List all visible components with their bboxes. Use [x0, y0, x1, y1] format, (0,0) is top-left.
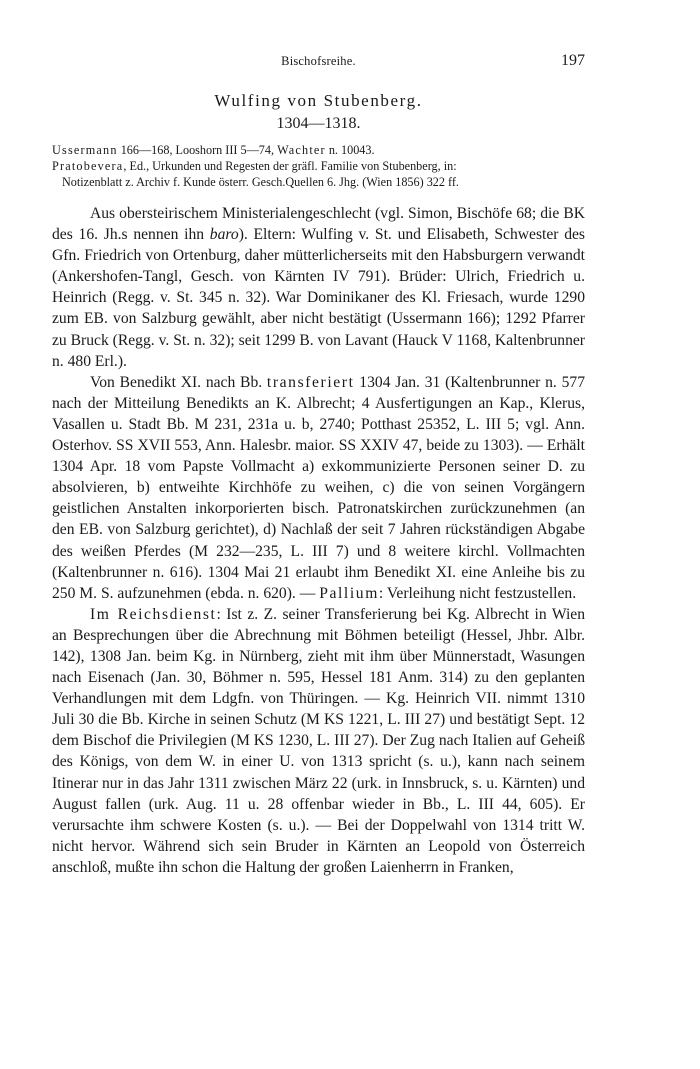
spaced-term: Pallium — [319, 584, 379, 602]
text-run: Von Benedikt XI. nach Bb. — [90, 373, 267, 391]
text-run: ). Eltern: Wulfing v. St. und Elisabeth, Schwester des Gfn. Friedrich von Ortenburg, daher mütterlicherseits mit den Habsburgern verwandt (Ankershofen-Tangl, Gesch. von Kärnten IV 791). Brüder: Ulrich, Friedrich u. Heinrich (Regg. v. St. 345 n. 32). War Dominikaner des Kl. Friesach, wurde 1290 zum EB. von Salzburg gewählt, aber nicht bestätigt (Ussermann 166); 1292 Pfarrer zu Bruck (Regg. v. St. n. 32); seit 1299 B. von Lavant (Hauck V 1168, Kaltenbrunner n. 480 Erl.). — [52, 226, 585, 370]
running-head — [52, 52, 585, 76]
entry-title: Wulfing von Stubenberg. — [214, 91, 423, 110]
document-page — [52, 52, 585, 878]
source-line — [52, 142, 585, 158]
body-text — [52, 203, 585, 878]
text-run: : Verleihung nicht festzustellen. — [378, 584, 577, 602]
text-run: 1304 Jan. 31 (Kaltenbrunner n. 577 nach der Mitteilung Benedikts an K. Albrecht; 4 Ausfertigungen an Kap., Klerus, Vasallen u. Stadt Bb. M 231, 231a u. b, 2740; Potthast 25352, L. III 5; vgl. Ann. Osterhov. SS XVII 553, Ann. Halesbr. maior. SS XXIV 47, beide zu 1303). — Erhält 1304 Apr. 18 vom Papste Vollmacht a) exkommunizierte Personen seiner D. zu absolvieren, b) entweihte Kirchhöfe zu weihen, c) die von seinen Vorgängern geistlichen Anstalten inkorporierten bisch. Patronatskirchen zurückzunehmen (an den EB. von Salzburg gerichtet), d) Nachlaß der seit 7 Jahren rückständigen Abgabe des weißen Pferdes (M 232—235, L. III 7) und 8 weitere kirchl. Vollmachten (Kaltenbrunner n. 616). 1304 Mai 21 erlaubt ihm Benedikt XI. eine Anleihe bis zu 250 M. S. aufzunehmen (ebda. n. 620). — — [52, 373, 585, 602]
source-author: Wachter — [277, 143, 326, 157]
running-title: Bischofsreihe. — [281, 54, 356, 68]
source-author: Pratobevera — [52, 159, 124, 173]
spaced-term: transferiert — [266, 373, 355, 391]
source-text: 166—168, Looshorn III 5—74, — [117, 143, 278, 157]
paragraph-transfer — [52, 372, 585, 604]
source-line — [52, 174, 585, 190]
text-run: Aus obersteirischem Ministerialengeschlecht (vgl. Simon, Bischöfe 68; die BK des 16. Jh.s nennen ihn — [52, 205, 585, 244]
page-number: 197 — [561, 52, 585, 69]
source-author: Ussermann — [52, 143, 118, 157]
paragraph-origins — [52, 203, 585, 372]
text-run: : Ist z. Z. seiner Transferierung bei Kg. Albrecht in Wien an Besprechungen über die Abrechnung mit Böhmen beteiligt (Hessel, Jhbr. Albr. 142), 1308 Jan. beim Kg. in Nürnberg, zieht mit ihm über Münnerstadt, Wasungen nach Eisenach (Jan. 30, Böhmer n. 595, Hessel 181 Anm. 314) zu den geplanten Verhandlungen mit dem Ldgfn. von Thüringen. — Kg. Heinrich VII. nimmt 1310 Juli 30 die Bb. Kirche in seinen Schutz (M KS 1221, L. III 27) und bestätigt Sept. 12 dem Bischof die Privilegien (M KS 1230, L. III 27). Der Zug nach Italien auf Geheiß des Königs, von dem W. in einer U. von 1313 spricht (s. u.), kann nach seinem Itinerar nur in das Jahr 1311 zwischen März 22 (urk. in Innsbruck, s. u. Kärnten) und August fallen (urk. Aug. 11 u. 28 offenbar wieder in Bb., L. III 44, 605). Er verursachte ihm schwere Kosten (s. u.). — Bei der Doppelwahl von 1314 tritt W. nicht hervor. Während sich sein Bruder in Kärnten an Leopold von Österreich anschloß, mußte ihn schon die Haltung der großen Laienherrn in Franken, — [52, 605, 585, 876]
paragraph-imperial-service — [52, 604, 585, 878]
spaced-term: Im Reichsdienst — [90, 605, 217, 623]
entry-dates: 1304—1318. — [276, 115, 361, 132]
source-text: n. 10043. — [325, 143, 375, 157]
source-text: , Ed., Urkunden und Regesten der gräfl. Familie von Stubenberg, in: — [123, 159, 457, 173]
source-text: Notizenblatt z. Archiv f. Kunde österr. Gesch.Quellen 6. Jhg. (Wien 1856) 322 ff. — [62, 175, 459, 189]
italic-term: baro — [209, 226, 239, 244]
source-references — [52, 142, 585, 190]
source-line — [52, 158, 585, 174]
